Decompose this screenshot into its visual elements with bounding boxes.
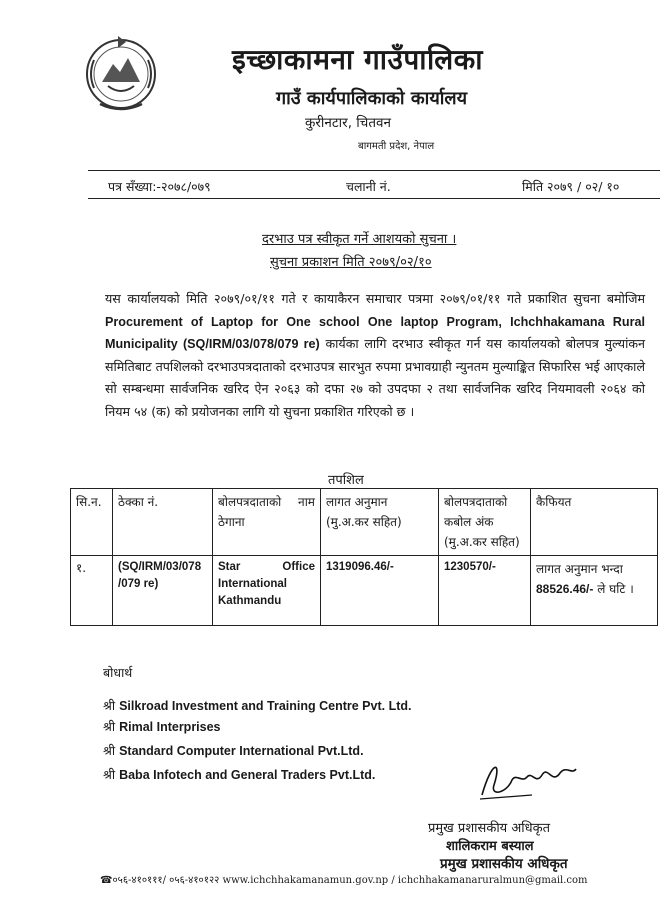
cc-prefix: श्री <box>103 767 116 782</box>
cc-recipient: Rimal Interprises <box>119 720 221 734</box>
cell-quoted: 1230570/- <box>439 556 531 626</box>
signatory-title: प्रमुख प्रशासकीय अधिकृत <box>428 821 551 836</box>
handwritten-signature-icon <box>472 755 582 805</box>
cc-prefix: श्री <box>103 698 116 713</box>
header-contract: ठेक्का नं. <box>113 489 213 556</box>
cell-contract: (SQ/IRM/03/078 /079 re) <box>113 556 213 626</box>
header-bidder: बोलपत्रदाताको नाम ठेगाना <box>213 489 321 556</box>
body-part1: यस कार्यालयको मिति २०७९/०१/११ गते र कायाकैरन समाचार पत्रमा २०७९/०१/११ गते प्रकाशित सुचना बमोजिम <box>105 291 645 306</box>
header-quoted: बोलपत्रदाताको कबोल अंक (मु.अ.कर सहित) <box>439 489 531 556</box>
publication-date: सुचना प्रकाशन मिति २०७९/०२/१० <box>270 255 432 270</box>
signatory-stamp-title: प्रमुख प्रशासकीय अधिकृत <box>440 856 568 872</box>
header-divider-top <box>88 170 660 171</box>
office-address: कुरीनटार, चितवन <box>305 115 392 131</box>
dispatch-number: चलानी नं. <box>346 179 391 194</box>
cc-prefix: श्री <box>103 743 116 758</box>
municipality-name: इच्छाकामना गाउँपालिका <box>232 43 483 76</box>
cc-recipient: Baba Infotech and General Traders Pvt.Ltd. <box>119 768 376 782</box>
remarks-suffix: ले घटि । <box>593 582 634 596</box>
cc-item <box>103 766 375 783</box>
cc-prefix: श्री <box>103 719 116 734</box>
cc-item <box>103 718 221 735</box>
cell-remarks <box>531 556 658 626</box>
header-estimate: लागत अनुमान (मु.अ.कर सहित) <box>321 489 439 556</box>
header-sn: सि.न. <box>71 489 113 556</box>
cc-label: बोधार्थ <box>103 665 133 680</box>
cc-item <box>103 697 412 714</box>
footer-contact: ☎०५६-४१०१११/ ०५६-४१०१२२ www.ichchhakamanamun.gov.np / ichchhakamanaruralmun@gmail.com <box>100 875 588 886</box>
signatory-name: शालिकराम बस्याल <box>446 839 534 854</box>
cc-recipient: Silkroad Investment and Training Centre Pvt. Ltd. <box>119 699 412 713</box>
cell-estimate: 1319096.46/- <box>321 556 439 626</box>
cc-item <box>103 742 364 759</box>
cc-recipient: Standard Computer International Pvt.Ltd. <box>119 744 364 758</box>
header-divider-bottom <box>88 198 660 199</box>
letter-date: मिति २०७९ / ०२/ १० <box>522 179 620 194</box>
government-emblem-icon <box>80 30 162 114</box>
project-title: Procurement of Laptop for One school One laptop Program, Ichchhakamana Rural Municipality (SQ/IRM/03/078/079 re) <box>105 314 645 351</box>
letter-number: पत्र सँख्या:-२०७८/०७९ <box>108 179 211 194</box>
cell-sn: १. <box>71 556 113 626</box>
notice-body <box>105 288 645 423</box>
table-row <box>71 556 658 626</box>
table-header-row <box>71 489 658 556</box>
bid-details-table <box>70 488 658 626</box>
office-name: गाउँ कार्यपालिकाको कार्यालय <box>276 88 468 109</box>
notice-subject: दरभाउ पत्र स्वीकृत गर्ने आशयको सुचना । <box>262 232 457 247</box>
remarks-prefix: लागत अनुमान भन्दा <box>536 562 623 576</box>
body-part2: कार्यका लागि दरभाउ स्वीकृत गर्न यस कार्यालयको बोलपत्र मुल्यांकन समितिबाट तपशिलको दरभाउपत्रदाताको दरभाउपत्र सारभुत रुपमा प्रभावग्राही न्युनतम मुल्याङ्कित सिफारिस भई आएकाले सो सम्बन्धमा सार्वजनिक खरिद ऐन २०६३ को दफा २७ को उपदफा २ तथा सार्वजनिक खरिद नियमावली २०६४ को नियम ५४ (क) को प्रयोजनका लागि यो सुचना प्रकाशित गरिएको छ । <box>105 336 645 419</box>
remarks-amount: 88526.46/- <box>536 582 594 596</box>
office-province: बागमती प्रदेश, नेपाल <box>358 141 435 152</box>
cell-bidder: Star Office International Kathmandu <box>213 556 321 626</box>
table-caption: तपशिल <box>328 473 364 488</box>
header-remarks: कैफियत <box>531 489 658 556</box>
